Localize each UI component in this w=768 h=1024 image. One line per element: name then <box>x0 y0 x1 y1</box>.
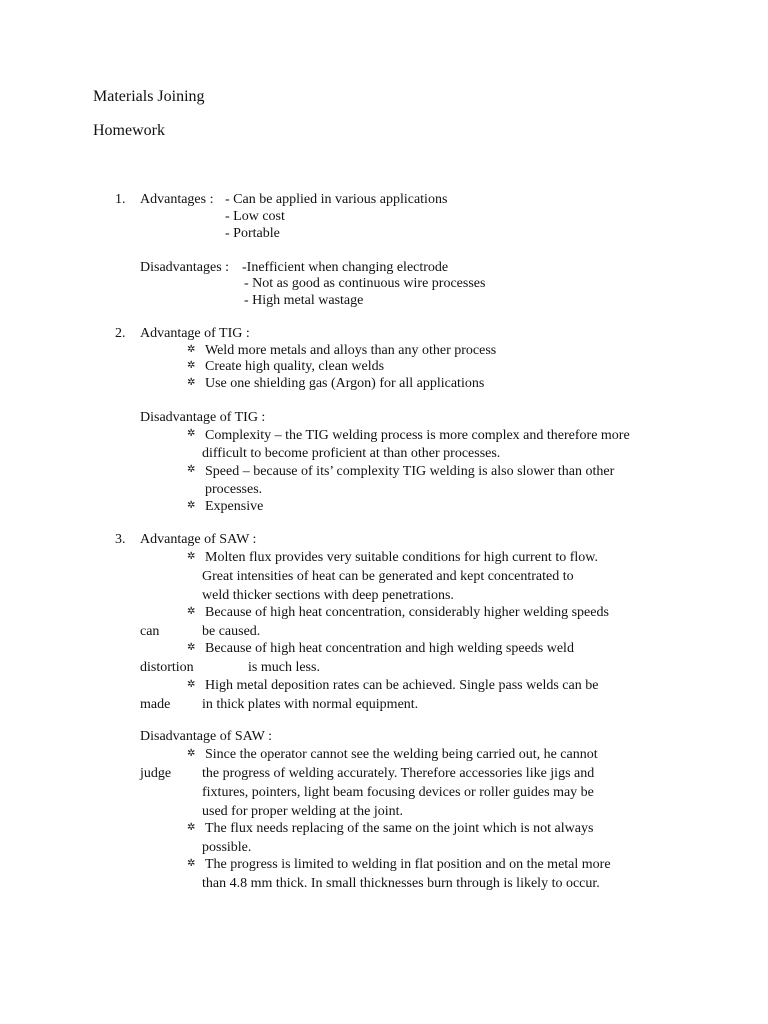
bullet-icon: ✲ <box>187 360 196 371</box>
q3-advantage-line: Molten flux provides very suitable conditions for high current to flow. <box>205 550 598 565</box>
bullet-icon: ✲ <box>187 464 196 475</box>
q2-disadvantage-line: Complexity – the TIG welding process is more complex and therefore more <box>205 428 630 443</box>
q2-disadvantage-label: Disadvantage of TIG : <box>140 410 266 425</box>
q1-advantage-item: - Low cost <box>225 209 285 224</box>
q3-advantage-line: Because of high heat concentration and high welding speeds weld <box>205 641 574 656</box>
q2-number: 2. <box>115 326 126 341</box>
q1-advantage-item: - Portable <box>225 226 280 241</box>
q3-advantage-label: Advantage of SAW : <box>140 532 257 547</box>
q2-disadvantage-line: Expensive <box>205 499 264 514</box>
q3-disadvantage-line: The progress is limited to welding in flat position and on the metal more <box>205 857 611 872</box>
q1-advantage-item: - Can be applied in various applications <box>225 192 448 207</box>
q3-advantage-line: High metal deposition rates can be achieved. Single pass welds can be <box>205 678 599 693</box>
q3-disadvantage-line: Since the operator cannot see the welding being carried out, he cannot <box>205 747 598 762</box>
q1-disadvantage-item: - High metal wastage <box>244 293 364 308</box>
q3-number: 3. <box>115 532 126 547</box>
bullet-icon: ✲ <box>187 642 196 653</box>
q2-advantage-item: Use one shielding gas (Argon) for all applications <box>205 376 485 391</box>
q1-advantages-label: Advantages : <box>140 192 214 207</box>
q3-disadvantage-line: The flux needs replacing of the same on the joint which is not always <box>205 821 594 836</box>
q3-disadvantage-line: than 4.8 mm thick. In small thicknesses burn through is likely to occur. <box>202 876 600 891</box>
bullet-icon: ✲ <box>187 679 196 690</box>
bullet-icon: ✲ <box>187 858 196 869</box>
bullet-icon: ✲ <box>187 822 196 833</box>
q3-disadvantage-line: fixtures, pointers, light beam focusing devices or roller guides may be <box>202 785 594 800</box>
q3-advantage-margin-word: distortion <box>140 660 194 675</box>
q3-advantage-margin-word: can <box>140 624 160 639</box>
q3-advantage-line: in thick plates with normal equipment. <box>202 697 419 712</box>
bullet-icon: ✲ <box>187 748 196 759</box>
q1-number: 1. <box>115 192 126 207</box>
q3-advantage-line: Great intensities of heat can be generated and kept concentrated to <box>202 569 574 584</box>
q2-advantage-label: Advantage of TIG : <box>140 326 250 341</box>
doc-title: Materials Joining <box>93 88 205 105</box>
q2-advantage-item: Weld more metals and alloys than any other process <box>205 343 497 358</box>
q2-disadvantage-line: processes. <box>205 482 263 497</box>
q2-disadvantage-line: difficult to become proficient at than other processes. <box>202 446 501 461</box>
q3-disadvantage-label: Disadvantage of SAW : <box>140 729 272 744</box>
bullet-icon: ✲ <box>187 500 196 511</box>
bullet-icon: ✲ <box>187 377 196 388</box>
q3-advantage-line: is much less. <box>248 660 320 675</box>
bullet-icon: ✲ <box>187 606 196 617</box>
q1-disadvantages-label: Disadvantages : <box>140 260 230 275</box>
bullet-icon: ✲ <box>187 428 196 439</box>
q3-disadvantage-line: possible. <box>202 840 252 855</box>
doc-subtitle: Homework <box>93 122 165 139</box>
q3-disadvantage-line: the progress of welding accurately. Therefore accessories like jigs and <box>202 766 595 781</box>
q2-advantage-item: Create high quality, clean welds <box>205 359 385 374</box>
q1-disadvantage-item: -Inefficient when changing electrode <box>242 260 449 275</box>
q2-disadvantage-line: Speed – because of its’ complexity TIG welding is also slower than other <box>205 464 615 479</box>
q3-disadvantage-margin-word: judge <box>140 766 172 781</box>
q3-advantage-line: be caused. <box>202 624 261 639</box>
q3-advantage-margin-word: made <box>140 697 171 712</box>
q1-disadvantage-item: - Not as good as continuous wire processes <box>244 276 486 291</box>
bullet-icon: ✲ <box>187 344 196 355</box>
bullet-icon: ✲ <box>187 551 196 562</box>
q3-disadvantage-line: used for proper welding at the joint. <box>202 804 404 819</box>
q3-advantage-line: Because of high heat concentration, considerably higher welding speeds <box>205 605 609 620</box>
q3-advantage-line: weld thicker sections with deep penetrations. <box>202 588 454 603</box>
